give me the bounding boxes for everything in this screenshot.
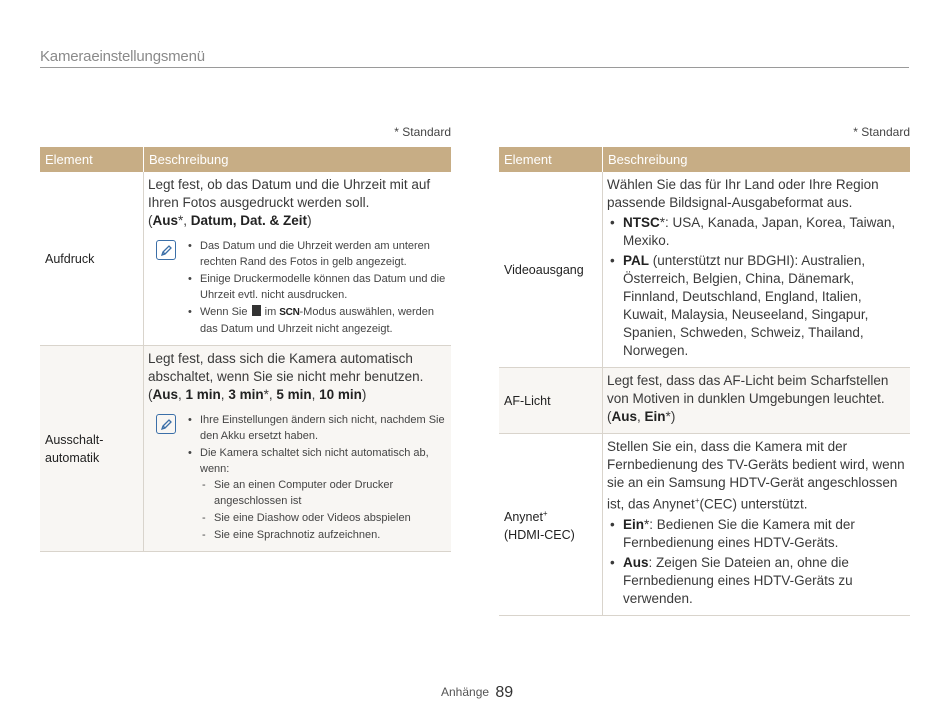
- note-list: [186, 238, 447, 338]
- sub-item: - Sie an einen Computer oder Drucker angeschlossen ist: [200, 477, 447, 509]
- column-header-element: Element: [40, 147, 144, 172]
- option-bullets: [607, 214, 906, 360]
- element-name: Anynet+ (HDMI-CEC): [499, 434, 603, 616]
- description-text: Legt fest, dass das AF-Licht beim Scharfstellen von Motiven in dunklen Umgebungen leuchtet.: [607, 373, 889, 406]
- scn-mode-icon: SCN: [279, 307, 300, 318]
- note-item: • Die Kamera schaltet sich nicht automatisch ab, wenn: - Sie an einen Computer oder Drucker angeschlossen ist - Sie eine Diashow oder Videos abspielen - Sie eine Sprachnotiz aufzeichnen.: [186, 445, 447, 543]
- column-header-description: Beschreibung: [144, 147, 452, 172]
- option-item: • Aus: Zeigen Sie Dateien an, ohne die Fernbedienung eines HDTV-Geräts zu verwenden.: [607, 554, 906, 608]
- element-name: AF-Licht: [499, 368, 603, 434]
- option-list: (Aus, 1 min, 3 min*, 5 min, 10 min): [148, 387, 367, 402]
- note-pencil-icon: [156, 240, 176, 260]
- note-item: • Wenn Sie im SCN-Modus auswählen, werden das Datum und Uhrzeit nicht angezeigt.: [186, 304, 447, 337]
- note-item: • Einige Druckermodelle können das Datum und die Uhrzeit evtl. nicht ausdrucken.: [186, 271, 447, 303]
- memo-mode-icon: [252, 305, 261, 316]
- standard-note: * Standard: [853, 125, 910, 139]
- option-item: • NTSC*: USA, Kanada, Japan, Korea, Taiwan, Mexiko.: [607, 214, 906, 250]
- element-name: Aufdruck: [40, 172, 144, 346]
- left-column: [40, 125, 451, 552]
- element-description: [144, 172, 452, 346]
- note-list: [186, 412, 447, 544]
- table-row: [40, 172, 451, 346]
- element-name: Ausschalt-automatik: [40, 346, 144, 552]
- option-item: • Ein*: Bedienen Sie die Kamera mit der Fernbedienung eines HDTV-Geräts.: [607, 516, 906, 552]
- note-box: [148, 238, 447, 338]
- standard-note: * Standard: [394, 125, 451, 139]
- note-box: [148, 412, 447, 544]
- element-name: Videoausgang: [499, 172, 603, 368]
- element-description: [144, 346, 452, 552]
- sub-item: - Sie eine Sprachnotiz aufzeichnen.: [200, 527, 447, 543]
- table-row: [499, 172, 910, 368]
- settings-table-left: [40, 147, 451, 552]
- page-header-title: Kameraeinstellungsmenü: [40, 48, 205, 65]
- option-list: (Aus, Ein*): [607, 409, 676, 424]
- table-row: [499, 368, 910, 434]
- option-list: (Aus*, Datum, Dat. & Zeit): [148, 213, 312, 228]
- element-description: [603, 434, 911, 616]
- settings-table-right: [499, 147, 910, 616]
- description-text: Stellen Sie ein, dass die Kamera mit der Fernbedienung des TV-Geräts bedient wird, wenn sie an ein Samsung HDTV-Gerät angeschlossen ist, das Anynet+(CEC) unterstützt.: [607, 439, 905, 512]
- sub-item: - Sie eine Diashow oder Videos abspielen: [200, 510, 447, 526]
- right-column: [499, 125, 910, 616]
- option-item: • PAL (unterstützt nur BDGHI): Australien, Österreich, Belgien, China, Dänemark, Finnland, Deutschland, England, Italien, Kuwait, Malaysia, Neuseeland, Singapur, Spanien, Schweden, Schweiz, Thailand, Norwegen.: [607, 252, 906, 360]
- description-text: Wählen Sie das für Ihr Land oder Ihre Region passende Bildsignal-Ausgabeformat aus.: [607, 177, 879, 210]
- element-description: [603, 368, 911, 434]
- note-pencil-icon: [156, 414, 176, 434]
- column-header-element: Element: [499, 147, 603, 172]
- description-text: Legt fest, ob das Datum und die Uhrzeit mit auf Ihren Fotos ausgedruckt werden soll.: [148, 177, 431, 210]
- table-row: [40, 346, 451, 552]
- sub-list: [200, 477, 447, 543]
- description-text: Legt fest, dass sich die Kamera automatisch abschaltet, wenn Sie sie nicht mehr benutzen.: [148, 351, 424, 384]
- element-description: [603, 172, 911, 368]
- option-bullets: [607, 516, 906, 608]
- note-item: • Ihre Einstellungen ändern sich nicht, nachdem Sie den Akku ersetzt haben.: [186, 412, 447, 444]
- page-number: 89: [495, 684, 514, 701]
- note-item: • Das Datum und die Uhrzeit werden am unteren rechten Rand des Fotos in gelb angezeigt.: [186, 238, 447, 270]
- page-header: [40, 48, 909, 68]
- table-row: [499, 434, 910, 616]
- column-header-description: Beschreibung: [603, 147, 911, 172]
- footer-section: Anhänge: [441, 685, 490, 699]
- page-footer: [441, 684, 513, 702]
